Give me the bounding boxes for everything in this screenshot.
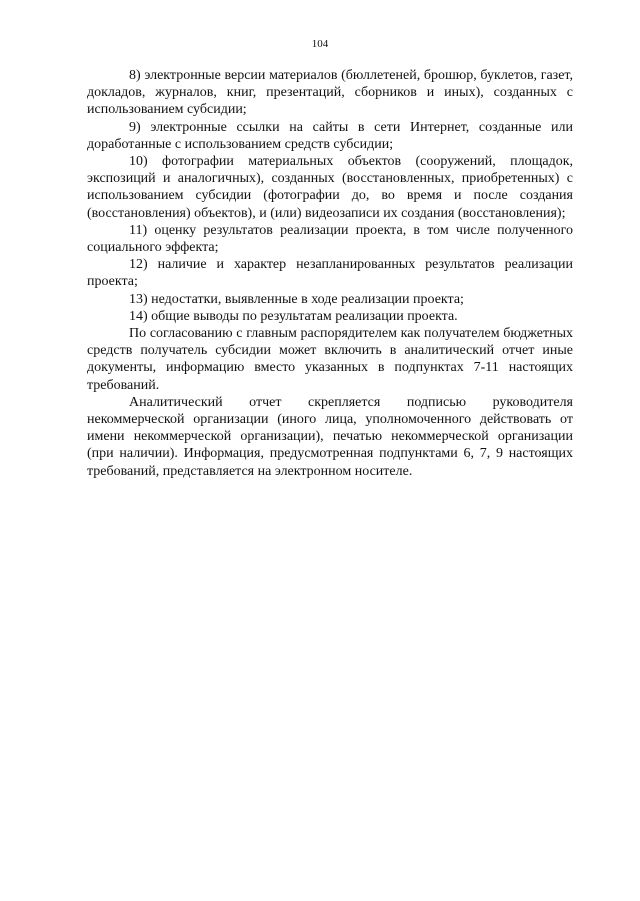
item-13-paragraph: 13) недостатки, выявленные в ходе реализации проекта;: [129, 291, 464, 307]
item-14-paragraph: 14) общие выводы по результатам реализации проекта.: [129, 308, 458, 324]
page-number: 104: [311, 38, 329, 50]
agreement-paragraph: По согласованию с главным распорядителем как получателем бюджетных средств получатель субсидии может включить в аналитический отчет иные документы, информацию вместо указанных в подпунктах 7-11 настоящих требований.: [87, 326, 573, 393]
item-8-paragraph: 8) электронные версии материалов (бюллетеней, брошюр, буклетов, газет, докладов, журналов, книг, презентаций, сборников и иных), созданных с использованием субсидии;: [87, 68, 573, 118]
document-body: [87, 67, 573, 480]
item-11-paragraph: 11) оценку результатов реализации проекта, в том числе полученного социального эффекта;: [87, 222, 573, 256]
signature-paragraph: Аналитический отчет скрепляется подписью руководителя некоммерческой организации (иного лица, уполномоченного действовать от имени некоммерческой организации), печатью некоммерческой организации (при наличии). Информация, предусмотренная подпунктами 6, 7, 9 настоящих требований, представляется на электронном носителе.: [87, 394, 573, 479]
item-12-paragraph: 12) наличие и характер незапланированных результатов реализации проекта;: [87, 257, 573, 290]
item-10-paragraph: 10) фотографии материальных объектов (сооружений, площадок, экспозиций и аналогичных), созданных (восстановленных, приобретенных) с использованием субсидии (фотографии до, во время и после создания (восстановления) объектов), и (или) видеозаписи их создания (восстановления);: [87, 154, 573, 221]
item-9-paragraph: 9) электронные ссылки на сайты в сети Интернет, созданные или доработанные с использованием средств субсидии;: [87, 119, 573, 152]
